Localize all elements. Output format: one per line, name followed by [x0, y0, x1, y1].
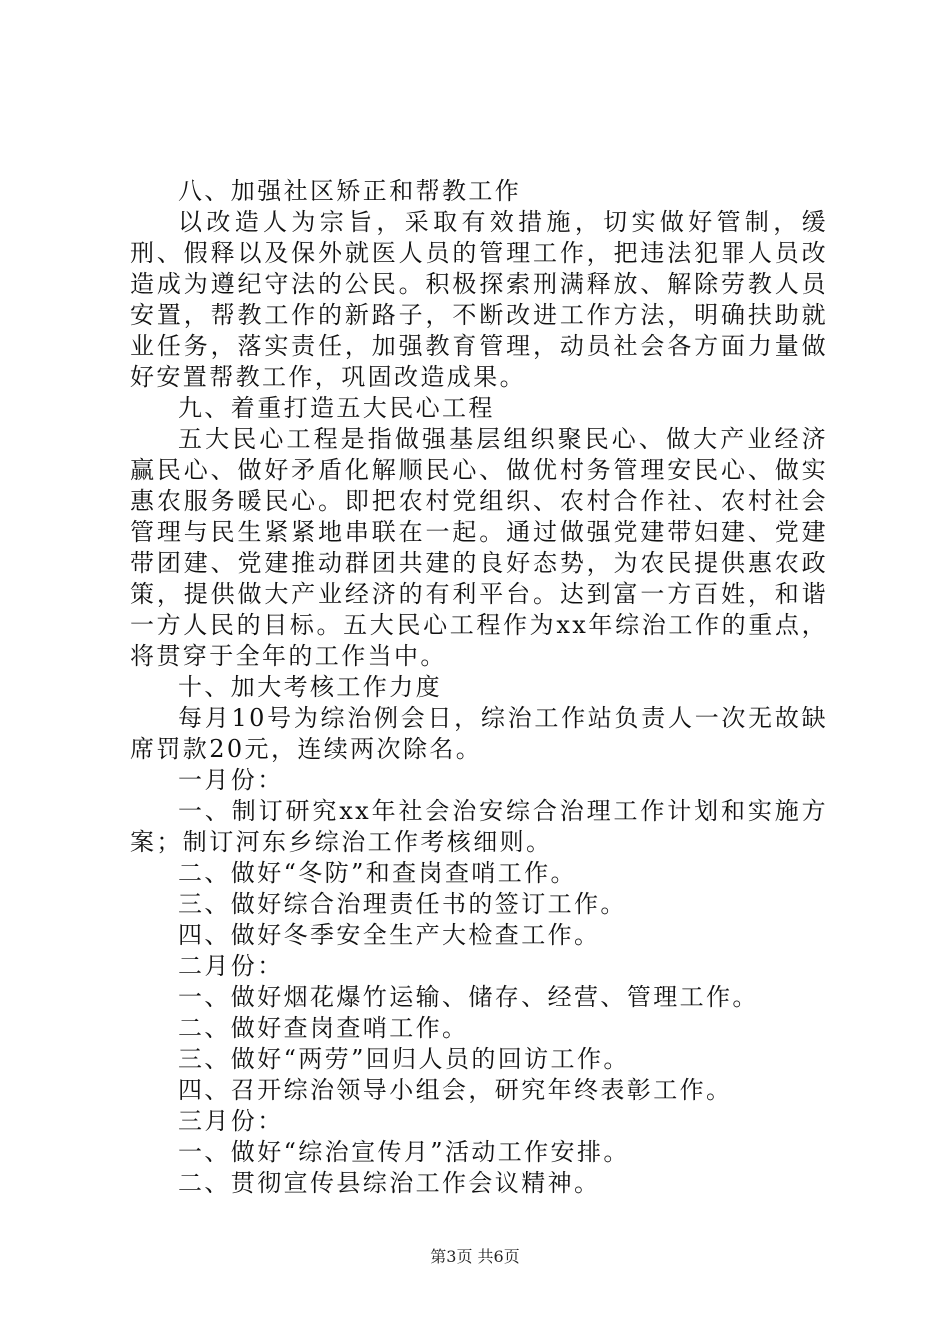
document-body: [130, 176, 828, 1199]
list-item: 三、做好综合治理责任书的签订工作。: [178, 890, 627, 918]
section-heading-10: 十、加大考核工作力度: [178, 673, 442, 701]
page-number-footer: 第3页 共6页: [430, 1247, 520, 1266]
paragraph-community-correction: 以改造人为宗旨，采取有效措施，切实做好管制，缓刑、假释以及保外就医人员的管理工作，把违法犯罪人员改造成为遵纪守法的公民。积极探索刑满释放、解除劳教人员安置，帮教工作的新路子，不断改进工作方法，明确扶助就业任务，落实责任，加强教育管理，动员社会各方面力量做好安置帮教工作，巩固改造成果。: [130, 208, 828, 391]
list-item: 二、贯彻宣传县综治工作会议精神。: [178, 1169, 601, 1197]
list-item: 四、做好冬季安全生产大检查工作。: [178, 921, 601, 949]
list-item: 一、做好“综治宣传月”活动工作安排。: [178, 1138, 630, 1166]
list-item: 一、制订研究xx年社会治安综合治理工作计划和实施方案；制订河东乡综治工作考核细则。: [130, 797, 828, 856]
list-item: 二、做好查岗查哨工作。: [178, 1014, 469, 1042]
paragraph-assessment: 每月10号为综治例会日，综治工作站负责人一次无故缺席罚款20元，连续两次除名。: [130, 704, 828, 763]
list-item: 二、做好“冬防”和查岗查哨工作。: [178, 859, 577, 887]
section-heading-9: 九、着重打造五大民心工程: [178, 394, 495, 422]
list-item: 三、做好“两劳”回归人员的回访工作。: [178, 1045, 630, 1073]
list-item: 一、做好烟花爆竹运输、储存、经营、管理工作。: [178, 983, 759, 1011]
month-heading-march: 三月份：: [178, 1107, 284, 1135]
list-item: 四、召开综治领导小组会，研究年终表彰工作。: [178, 1076, 733, 1104]
paragraph-five-projects: 五大民心工程是指做强基层组织聚民心、做大产业经济赢民心、做好矛盾化解顺民心、做优村务管理安民心、做实惠农服务暖民心。即把农村党组织、农村合作社、农村社会管理与民生紧紧地串联在一起。通过做强党建带妇建、党建带团建、党建推动群团共建的良好态势，为农民提供惠农政策，提供做大产业经济的有利平台。达到富一方百姓，和谐一方人民的目标。五大民心工程作为xx年综治工作的重点，将贯穿于全年的工作当中。: [130, 425, 828, 670]
section-heading-8: 八、加强社区矫正和帮教工作: [178, 177, 522, 205]
month-heading-january: 一月份：: [178, 766, 284, 794]
month-heading-february: 二月份：: [178, 952, 284, 980]
